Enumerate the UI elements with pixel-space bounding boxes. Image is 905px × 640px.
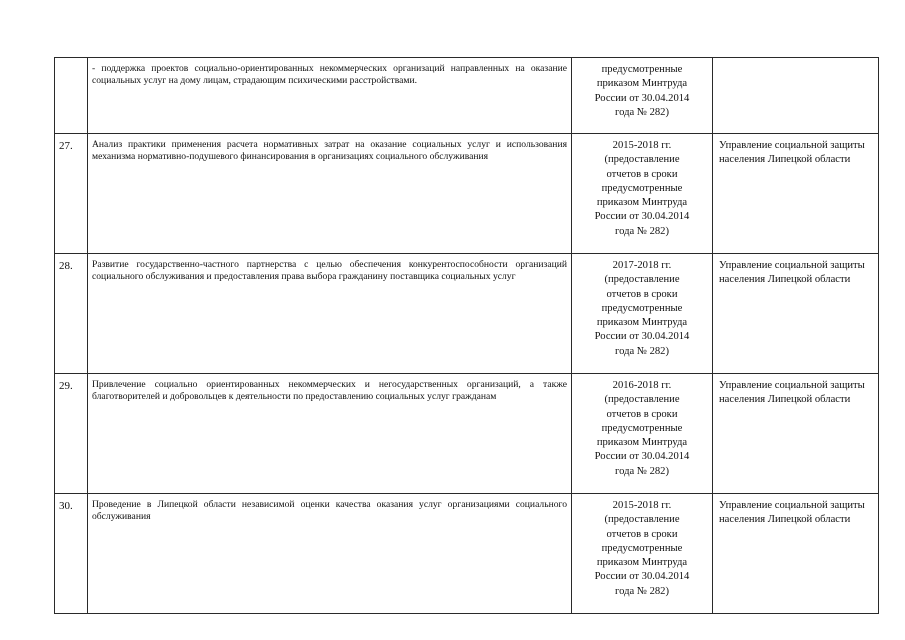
term-line: приказом Минтруда [596,197,688,209]
term-line: предусмотренные [601,422,683,434]
term-line: года № 282) [615,225,669,237]
measure-description: Проведение в Липецкой области независимой оценки качества оказания услуг организациями социального обслуживания [88,494,572,614]
table-row [55,374,879,494]
term-line: года № 282) [615,585,669,597]
measure-description: - поддержка проектов социально-ориентированных некоммерческих организаций направленных на оказание социальных услуг на дому лицам, страдающим психическими расстройствами. [88,58,572,134]
term-line: отчетов в сроки [606,408,678,420]
term-line: предусмотренные [601,182,683,194]
term-line: 2015-2018 гг. [612,140,672,151]
measure-description: Анализ практики применения расчета нормативных затрат на оказание социальных услуг и использования механизма нормативно-подушевого финансирования в организациях социального обслуживания [88,134,572,254]
term-line: (предоставление [604,274,680,286]
term-line: России от 30.04.2014 [594,211,690,223]
term-line: приказом Минтруда [596,78,688,90]
term-line: предусмотренные [601,64,683,75]
measure-term [572,134,713,254]
term-line: 2015-2018 гг. [612,500,672,511]
row-number: 29. [55,374,88,494]
term-line: приказом Минтруда [596,317,688,329]
term-line: приказом Минтруда [596,437,688,449]
measure-description: Привлечение социально ориентированных некоммерческих и негосударственных организаций, а также благотворителей и добровольцев к деятельности по предоставлению социальных услуг гражданам [88,374,572,494]
measure-description: Развитие государственно-частного партнерства с целью обеспечения конкурентоспособности организаций социального обслуживания и предоставления права выбора гражданину поставщика социальных услуг [88,254,572,374]
term-line: (предоставление [604,394,680,406]
term-line: года № 282) [615,106,669,118]
term-line: (предоставление [604,154,680,166]
term-line: года № 282) [615,465,669,477]
measures-table [54,57,879,614]
row-number: 28. [55,254,88,374]
measure-term [572,374,713,494]
term-line: России от 30.04.2014 [594,571,690,583]
measure-term [572,494,713,614]
measure-term [572,58,713,134]
row-number: 27. [55,134,88,254]
term-line: отчетов в сроки [606,168,678,180]
term-line: предусмотренные [601,302,683,314]
measure-term [572,254,713,374]
table-row [55,494,879,614]
table-row [55,254,879,374]
responsible-body: Управление социальной защиты населения Липецкой области [713,494,879,614]
row-number: 30. [55,494,88,614]
measures-table-body [55,58,879,614]
term-line: приказом Минтруда [596,557,688,569]
term-line: 2016-2018 гг. [612,380,672,391]
term-line: года № 282) [615,345,669,357]
row-number [55,58,88,134]
term-line: России от 30.04.2014 [594,331,690,343]
term-line: отчетов в сроки [606,288,678,300]
term-line: отчетов в сроки [606,528,678,540]
term-line: России от 30.04.2014 [594,451,690,463]
term-line: 2017-2018 гг. [612,260,672,271]
responsible-body: Управление социальной защиты населения Липецкой области [713,374,879,494]
term-line: России от 30.04.2014 [594,92,690,104]
responsible-body: Управление социальной защиты населения Липецкой области [713,254,879,374]
term-line: (предоставление [604,514,680,526]
term-line: предусмотренные [601,542,683,554]
responsible-body [713,58,879,134]
table-row-continuation [55,58,879,134]
responsible-body: Управление социальной защиты населения Липецкой области [713,134,879,254]
table-row [55,134,879,254]
